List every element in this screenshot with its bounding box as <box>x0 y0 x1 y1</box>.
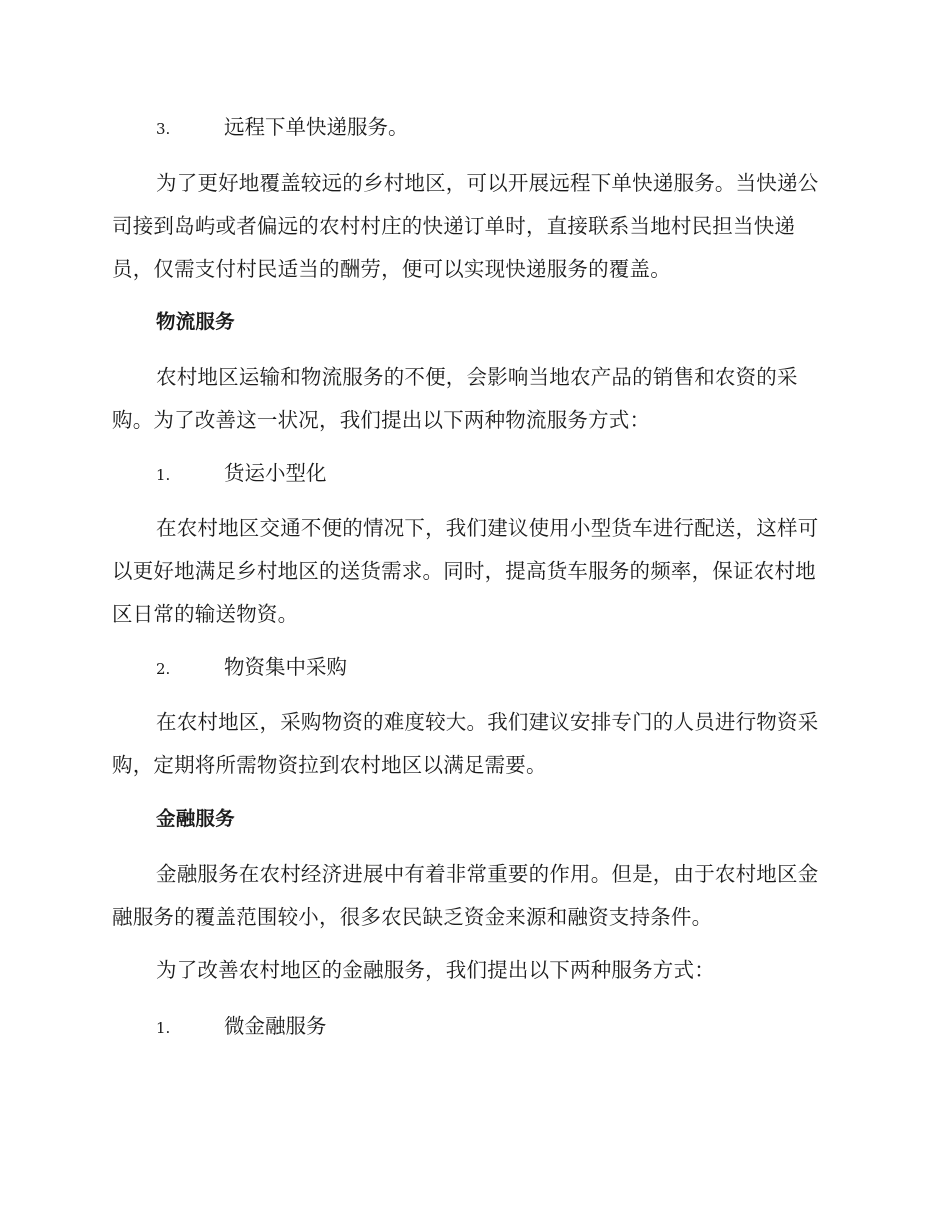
list-item-title: 货运小型化 <box>224 461 327 485</box>
list-item-title: 远程下单快递服务。 <box>224 115 409 139</box>
list-item-title: 物资集中采购 <box>224 655 347 679</box>
list-number: 2. <box>156 660 171 678</box>
paragraph-remote-order: 为了更好地覆盖较远的乡村地区，可以开展远程下单快递服务。当快递公司接到岛屿或者偏远的农村村庄的快递订单时，直接联系当地村民担当快递员，仅需支付村民适当的酬劳，便可以实现快递服务的覆盖。 <box>112 171 819 281</box>
section-heading-logistics: 物流服务 <box>156 310 235 333</box>
paragraph-logistics-intro: 农村地区运输和物流服务的不便，会影响当地农产品的销售和农资的采购。为了改善这一状况，我们提出以下两种物流服务方式： <box>112 365 798 432</box>
list-item-small-freight <box>156 452 327 495</box>
list-item-title: 微金融服务 <box>224 1014 327 1038</box>
paragraph-finance-intro: 金融服务在农村经济进展中有着非常重要的作用。但是，由于农村地区金融服务的覆盖范围较小，很多农民缺乏资金来源和融资支持条件。 <box>112 862 819 929</box>
list-number: 1. <box>156 466 171 484</box>
list-item-microfinance <box>156 1005 327 1048</box>
paragraph-finance-methods: 为了改善农村地区的金融服务，我们提出以下两种服务方式： <box>156 958 715 982</box>
list-item-centralized-purchasing <box>156 646 347 689</box>
paragraph-centralized-purchasing: 在农村地区，采购物资的难度较大。我们建议安排专门的人员进行物资采购，定期将所需物资拉到农村地区以满足需要。 <box>112 710 819 777</box>
section-heading-finance: 金融服务 <box>156 807 235 830</box>
list-number: 1. <box>156 1019 171 1037</box>
list-number: 3. <box>156 120 171 138</box>
paragraph-small-freight: 在农村地区交通不便的情况下，我们建议使用小型货车进行配送，这样可以更好地满足乡村地区的送货需求。同时，提高货车服务的频率，保证农村地区日常的输送物资。 <box>112 516 819 626</box>
list-item-remote-order <box>156 106 409 149</box>
